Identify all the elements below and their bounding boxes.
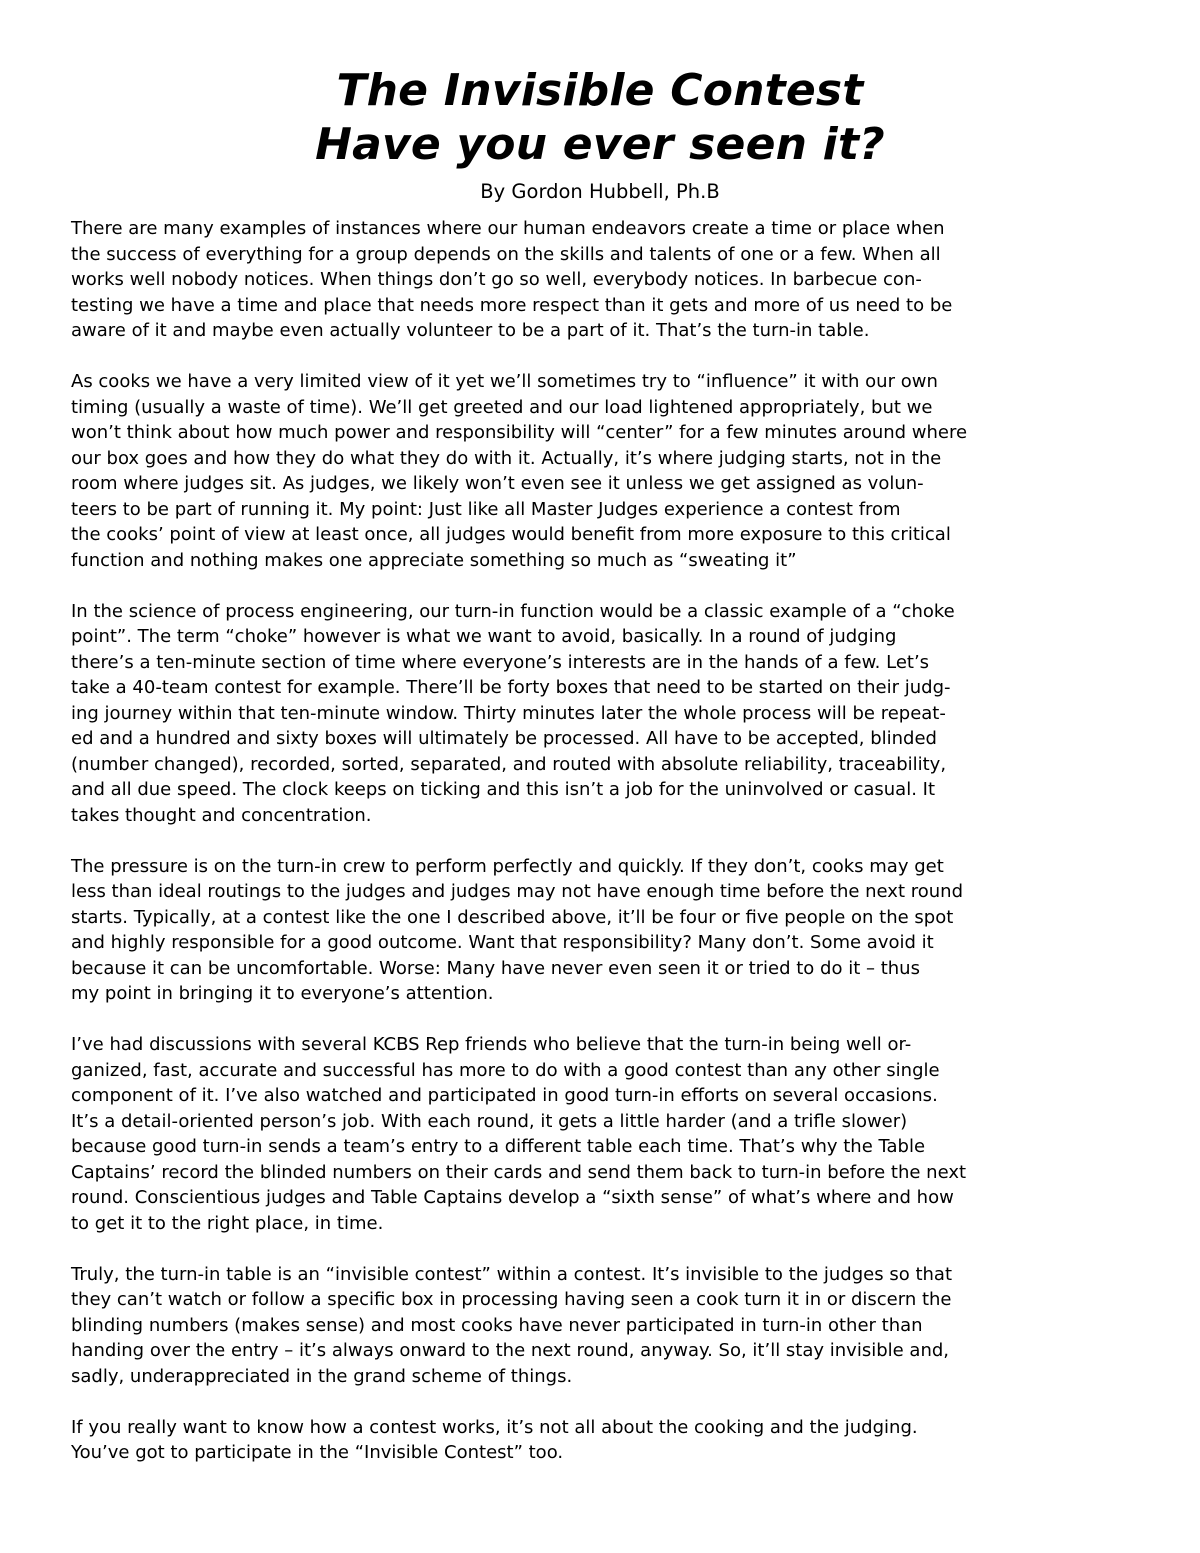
text-line: and all due speed. The clock keeps on ticking and this isn’t a job for the uninvolved or casual. It [71, 779, 936, 800]
text-line: the success of everything for a group depends on the skills and talents of one or a few. When all [71, 243, 941, 265]
text-line: the cooks’ point of view at least once, all judges would benefit from more exposure to this critical [71, 524, 951, 545]
paragraph [71, 854, 1141, 1007]
title-line-1: The Invisible Contest [336, 65, 864, 116]
text-line: starts. Typically, at a contest like the one I described above, it’ll be four or five people on the spot [71, 906, 954, 928]
text-line: round. Conscientious judges and Table Captains develop a “sixth sense” of what’s where and how [71, 1187, 954, 1208]
text-line: timing (usually a waste of time). We’ll get greeted and our load lightened appropriately, but we [71, 396, 933, 418]
article-body [71, 216, 1141, 1491]
text-line: to get it to the right place, in time. [71, 1212, 384, 1234]
text-line: aware of it and maybe even actually volunteer to be a part of it. That’s the turn-in table. [71, 320, 870, 341]
paragraph [71, 1262, 1141, 1390]
text-line: As cooks we have a very limited view of it yet we’ll sometimes try to “influence” it with our own [71, 371, 938, 392]
text-line: because good turn-in sends a team’s entry to a different table each time. That’s why the Table [71, 1136, 926, 1157]
text-line: ed and a hundred and sixty boxes will ultimately be processed. All have to be accepted, blinded [71, 728, 937, 749]
text-line: There are many examples of instances where our human endeavors create a time or place when [71, 218, 945, 239]
text-line: The pressure is on the turn-in crew to perform perfectly and quickly. If they don’t, cooks may get [71, 855, 944, 877]
text-line: I’ve had discussions with several KCBS Rep friends who believe that the turn-in being well or- [71, 1034, 912, 1055]
text-line: room where judges sit. As judges, we likely won’t even see it unless we get assigned as volun- [71, 473, 924, 494]
author-byline: By Gordon Hubbell, Ph.B [480, 180, 720, 203]
paragraph [71, 216, 1141, 344]
text-line: handing over the entry – it’s always onward to the next round, anyway. So, it’ll stay invisible and, [71, 1340, 950, 1361]
text-line: less than ideal routings to the judges and judges may not have enough time before the next round [71, 881, 964, 902]
text-line: component of it. I’ve also watched and participated in good turn-in efforts on several occasions. [71, 1085, 938, 1106]
text-line: our box goes and how they do what they do with it. Actually, it’s where judging starts, not in the [71, 447, 942, 469]
text-line: they can’t watch or follow a specific box in processing having seen a cook turn it in or discern the [71, 1289, 952, 1310]
text-line: (number changed), recorded, sorted, separated, and routed with absolute reliability, traceability, [71, 753, 947, 775]
text-line: sadly, underappreciated in the grand scheme of things. [71, 1365, 573, 1387]
text-line: teers to be part of running it. My point: Just like all Master Judges experience a contest from [71, 498, 901, 520]
text-line: Captains’ record the blinded numbers on their cards and send them back to turn-in before the next [71, 1161, 967, 1183]
text-line: point”. The term “choke” however is what we want to avoid, basically. In a round of judging [71, 626, 897, 647]
text-line: ganized, fast, accurate and successful has more to do with a good contest than any other single [71, 1059, 940, 1081]
text-line: and highly responsible for a good outcome. Want that responsibility? Many don’t. Some avoid it [71, 932, 934, 953]
text-line: function and nothing makes one appreciate something so much as “sweating it” [71, 549, 797, 571]
text-line: there’s a ten-minute section of time where everyone’s interests are in the hands of a few. Let’s [71, 651, 930, 673]
text-line: because it can be uncomfortable. Worse: Many have never even seen it or tried to do it – thus [71, 957, 920, 979]
paragraph [71, 1032, 1141, 1236]
text-line: my point in bringing it to everyone’s attention. [71, 983, 494, 1004]
text-line: works well nobody notices. When things don’t go so well, everybody notices. In barbecue con- [71, 269, 922, 290]
text-line: takes thought and concentration. [71, 804, 372, 826]
paragraph [71, 369, 1141, 573]
text-line: Truly, the turn-in table is an “invisible contest” within a contest. It’s invisible to the judges so that [71, 1263, 952, 1285]
text-line: If you really want to know how a contest works, it’s not all about the cooking and the judging. [71, 1416, 918, 1438]
text-line: In the science of process engineering, our turn-in function would be a classic example of a “choke [71, 600, 955, 622]
text-line: won’t think about how much power and responsibility will “center” for a few minutes around where [71, 422, 968, 443]
paragraph [71, 599, 1141, 829]
paragraph [71, 1415, 1141, 1466]
title-block [0, 64, 1200, 172]
title-line-2: Have you ever seen it? [315, 119, 885, 170]
text-line: take a 40-team contest for example. There’ll be forty boxes that need to be started on their judg- [71, 677, 951, 698]
text-line: testing we have a time and place that needs more respect than it gets and more of us need to be [71, 294, 953, 316]
text-line: You’ve got to participate in the “Invisible Contest” too. [71, 1442, 564, 1463]
text-line: It’s a detail-oriented person’s job. With each round, it gets a little harder (and a trifle slower) [71, 1110, 908, 1132]
text-line: ing journey within that ten-minute window. Thirty minutes later the whole process will be repeat- [71, 702, 946, 724]
text-line: blinding numbers (makes sense) and most cooks have never participated in turn-in other than [71, 1314, 923, 1336]
